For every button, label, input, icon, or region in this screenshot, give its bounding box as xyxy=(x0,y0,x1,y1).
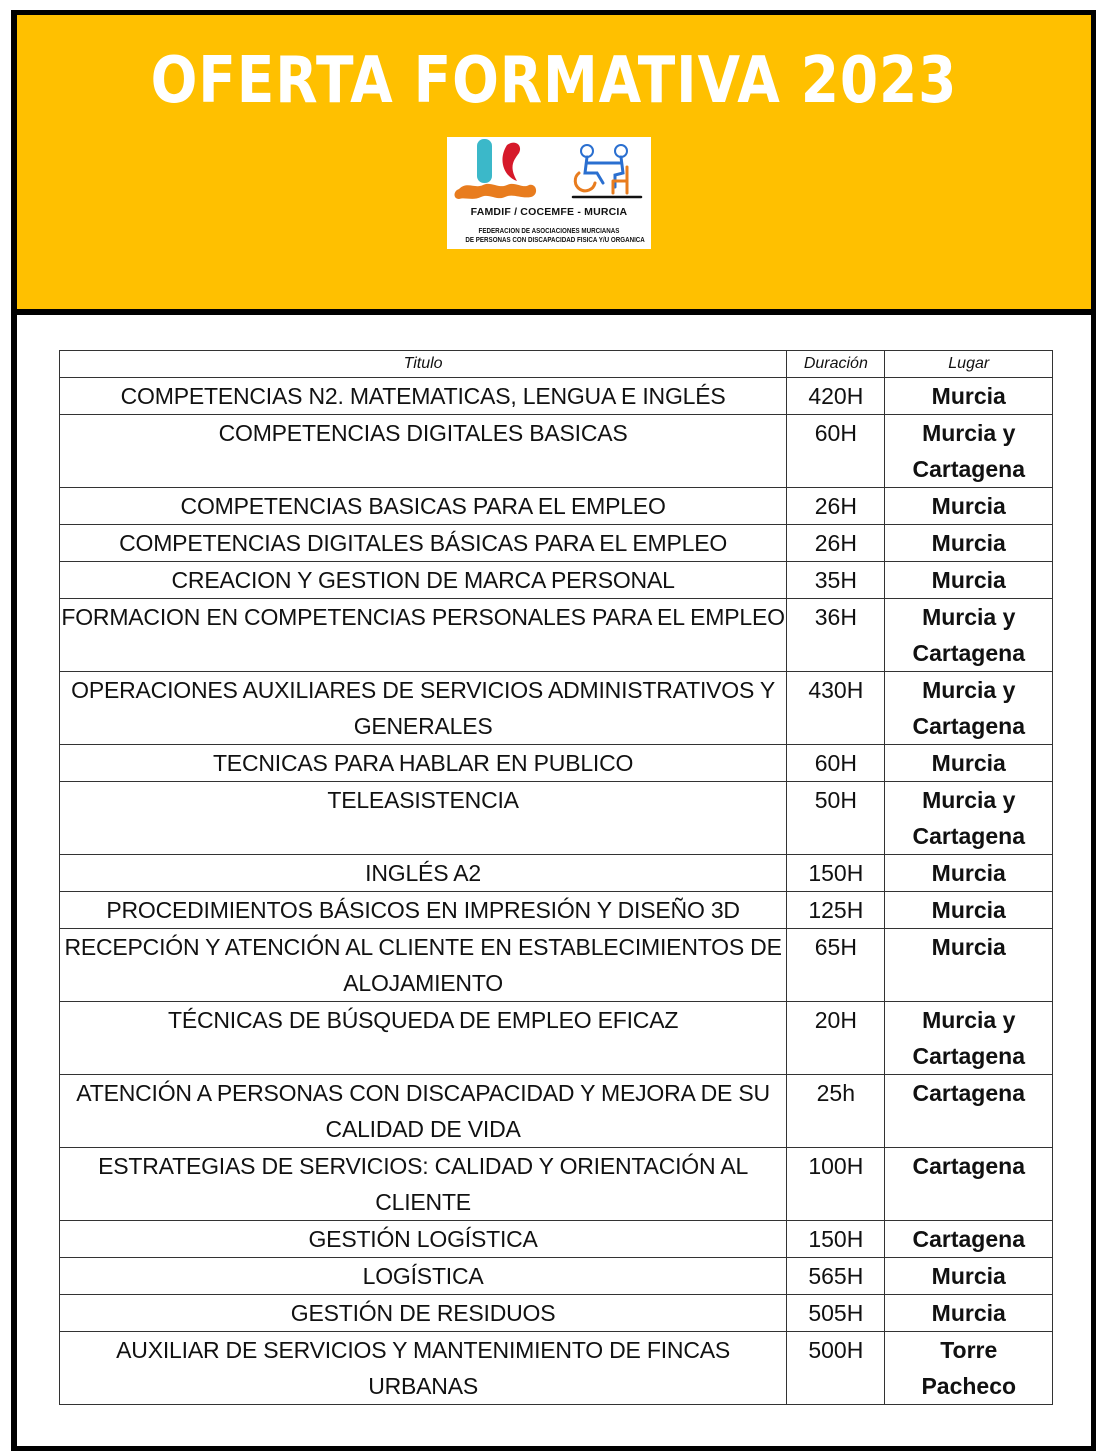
header-banner xyxy=(17,15,1091,315)
course-title: FORMACION EN COMPETENCIAS PERSONALES PARA EL EMPLEO xyxy=(61,604,785,630)
table-row xyxy=(60,782,1053,855)
course-duration: 60H xyxy=(787,415,885,488)
course-title-cell xyxy=(60,782,787,855)
course-title: COMPETENCIAS DIGITALES BASICAS xyxy=(218,420,628,446)
table-header-row xyxy=(60,351,1053,378)
course-title: CREACION Y GESTION DE MARCA PERSONAL xyxy=(171,567,675,593)
table-row xyxy=(60,378,1053,415)
course-title: ATENCIÓN A PERSONAS CON DISCAPACIDAD Y MEJORA DE SU CALIDAD DE VIDA xyxy=(76,1080,770,1142)
course-place-cell xyxy=(885,562,1053,599)
course-place: Murcia xyxy=(931,530,1006,556)
course-place-cell xyxy=(885,1258,1053,1295)
course-title-cell xyxy=(60,1002,787,1075)
course-title: TECNICAS PARA HABLAR EN PUBLICO xyxy=(212,750,634,776)
course-duration: 25h xyxy=(787,1075,885,1148)
course-place: Cartagena xyxy=(912,1226,1025,1252)
column-header-duration: Duración xyxy=(787,351,885,378)
course-place-cell xyxy=(885,378,1053,415)
course-duration: 125H xyxy=(787,892,885,929)
course-title-cell xyxy=(60,855,787,892)
course-title-cell xyxy=(60,1295,787,1332)
table-row xyxy=(60,488,1053,525)
course-place: Murcia y xyxy=(922,787,1016,813)
table-row xyxy=(60,672,1053,745)
course-place-cell xyxy=(885,1148,1053,1221)
course-title: RECEPCIÓN Y ATENCIÓN AL CLIENTE EN ESTABLECIMIENTOS DE ALOJAMIENTO xyxy=(64,934,782,996)
course-duration: 500H xyxy=(787,1332,885,1405)
course-place-cell xyxy=(885,1221,1053,1258)
course-title: OPERACIONES AUXILIARES DE SERVICIOS ADMINISTRATIVOS Y GENERALES xyxy=(71,677,776,739)
course-place-cell xyxy=(885,488,1053,525)
course-place: Murcia xyxy=(931,1263,1006,1289)
course-title-cell xyxy=(60,1075,787,1148)
wheelchair-handshake-icon xyxy=(573,145,641,197)
course-place: Cartagena xyxy=(912,456,1025,482)
course-title-cell xyxy=(60,745,787,782)
course-duration: 420H xyxy=(787,378,885,415)
course-title-cell xyxy=(60,1258,787,1295)
course-place: Murcia xyxy=(931,493,1006,519)
course-duration: 26H xyxy=(787,525,885,562)
course-place-cell xyxy=(885,1295,1053,1332)
course-title-cell xyxy=(60,1332,787,1405)
course-place-cell xyxy=(885,525,1053,562)
course-title-cell xyxy=(60,415,787,488)
logo-subtitle xyxy=(465,226,645,244)
course-title: ESTRATEGIAS DE SERVICIOS: CALIDAD Y ORIENTACIÓN AL CLIENTE xyxy=(98,1153,749,1215)
table-row xyxy=(60,1332,1053,1405)
course-title: TELEASISTENCIA xyxy=(327,787,519,813)
logo-subtitle-line-2: DE PERSONAS CON DISCAPACIDAD FISICA Y/U ORGANICA xyxy=(465,235,645,244)
course-title: AUXILIAR DE SERVICIOS Y MANTENIMIENTO DE FINCAS URBANAS xyxy=(116,1337,731,1399)
column-header-place: Lugar xyxy=(885,351,1053,378)
course-place-cell xyxy=(885,1075,1053,1148)
course-place-cell xyxy=(885,855,1053,892)
course-place: Murcia xyxy=(931,567,1006,593)
course-duration: 50H xyxy=(787,782,885,855)
course-title: COMPETENCIAS DIGITALES BÁSICAS PARA EL EMPLEO xyxy=(119,530,728,556)
famdif-abstract-logo-icon xyxy=(455,139,537,199)
logo-organization-name: FAMDIF / COCEMFE - MURCIA xyxy=(470,206,628,218)
course-title-cell xyxy=(60,892,787,929)
course-place: Torre xyxy=(940,1337,998,1363)
table-row xyxy=(60,1221,1053,1258)
course-place: Murcia xyxy=(931,1300,1006,1326)
course-title: INGLÉS A2 xyxy=(365,860,481,886)
course-place: Cartagena xyxy=(912,1153,1025,1179)
course-place-cell xyxy=(885,672,1053,745)
course-duration: 26H xyxy=(787,488,885,525)
course-title-cell xyxy=(60,599,787,672)
organization-logo xyxy=(447,137,651,249)
course-place-cell xyxy=(885,1332,1053,1405)
course-title: PROCEDIMIENTOS BÁSICOS EN IMPRESIÓN Y DISEÑO 3D xyxy=(106,897,740,923)
course-title-cell xyxy=(60,488,787,525)
course-place: Pacheco xyxy=(921,1373,1017,1399)
course-place: Cartagena xyxy=(912,823,1025,849)
course-duration: 565H xyxy=(787,1258,885,1295)
course-place: Cartagena xyxy=(912,640,1025,666)
page-title: OFERTA FORMATIVA 2023 xyxy=(150,44,958,118)
column-header-title: Titulo xyxy=(60,351,787,378)
table-row xyxy=(60,855,1053,892)
table-row xyxy=(60,929,1053,1002)
course-place-cell xyxy=(885,782,1053,855)
course-place: Cartagena xyxy=(912,713,1025,739)
course-place-cell xyxy=(885,1002,1053,1075)
course-place: Murcia xyxy=(931,383,1006,409)
course-title: GESTIÓN DE RESIDUOS xyxy=(290,1300,556,1326)
course-title: GESTIÓN LOGÍSTICA xyxy=(308,1226,538,1252)
course-title: TÉCNICAS DE BÚSQUEDA DE EMPLEO EFICAZ xyxy=(167,1007,679,1033)
table-row xyxy=(60,599,1053,672)
course-title-cell xyxy=(60,672,787,745)
course-title-cell xyxy=(60,929,787,1002)
course-title: COMPETENCIAS BASICAS PARA EL EMPLEO xyxy=(180,493,666,519)
course-duration: 100H xyxy=(787,1148,885,1221)
course-place-cell xyxy=(885,929,1053,1002)
logo-subtitle-line-1: FEDERACION DE ASOCIACIONES MURCIANAS xyxy=(478,226,620,235)
course-place: Murcia xyxy=(931,860,1006,886)
course-place-cell xyxy=(885,892,1053,929)
logo-graphics xyxy=(447,137,651,207)
table-row xyxy=(60,1258,1053,1295)
course-title-cell xyxy=(60,1148,787,1221)
table-row xyxy=(60,562,1053,599)
course-place: Murcia y xyxy=(922,604,1016,630)
course-duration: 65H xyxy=(787,929,885,1002)
course-title-cell xyxy=(60,1221,787,1258)
course-title-cell xyxy=(60,562,787,599)
table-body xyxy=(60,378,1053,1405)
course-duration: 35H xyxy=(787,562,885,599)
course-place: Murcia y xyxy=(922,677,1016,703)
course-title-cell xyxy=(60,525,787,562)
course-place: Murcia xyxy=(931,897,1006,923)
course-duration: 150H xyxy=(787,855,885,892)
course-duration: 20H xyxy=(787,1002,885,1075)
courses-table xyxy=(59,350,1053,1405)
course-title: COMPETENCIAS N2. MATEMATICAS, LENGUA E INGLÉS xyxy=(120,383,726,409)
course-title: LOGÍSTICA xyxy=(362,1263,484,1289)
course-place: Murcia xyxy=(931,934,1006,960)
course-place-cell xyxy=(885,415,1053,488)
course-duration: 36H xyxy=(787,599,885,672)
course-title-cell xyxy=(60,378,787,415)
table-row xyxy=(60,1075,1053,1148)
course-place: Murcia y xyxy=(922,420,1016,446)
course-place-cell xyxy=(885,599,1053,672)
course-duration: 60H xyxy=(787,745,885,782)
table-row xyxy=(60,745,1053,782)
table-row xyxy=(60,892,1053,929)
course-duration: 505H xyxy=(787,1295,885,1332)
course-place: Murcia xyxy=(931,750,1006,776)
course-duration: 150H xyxy=(787,1221,885,1258)
table-row xyxy=(60,1295,1053,1332)
document-frame xyxy=(11,10,1096,1451)
course-place: Cartagena xyxy=(912,1043,1025,1069)
course-duration: 430H xyxy=(787,672,885,745)
course-place-cell xyxy=(885,745,1053,782)
table-row xyxy=(60,1002,1053,1075)
course-place: Cartagena xyxy=(912,1080,1025,1106)
table-row xyxy=(60,415,1053,488)
course-place: Murcia y xyxy=(922,1007,1016,1033)
table-row xyxy=(60,1148,1053,1221)
table-row xyxy=(60,525,1053,562)
